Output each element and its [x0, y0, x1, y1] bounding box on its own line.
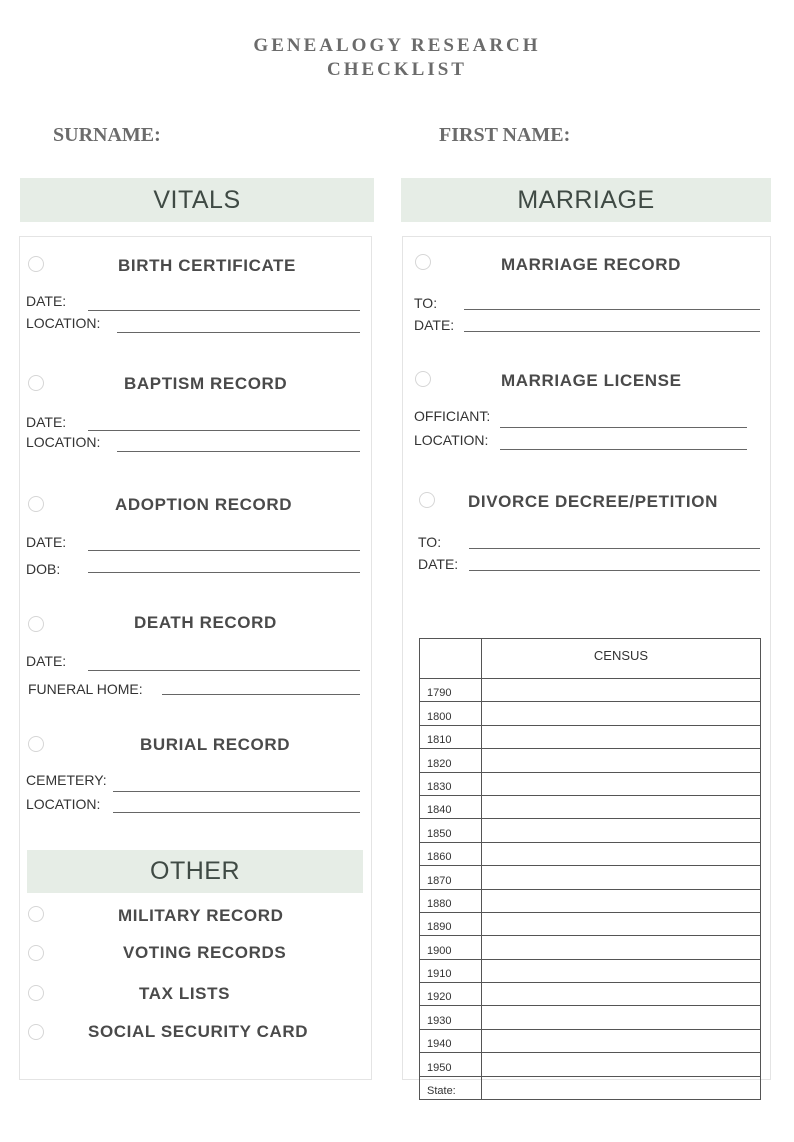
vitals-heading: VITALS [20, 178, 374, 222]
officiant-label: OFFICIANT: [414, 408, 491, 424]
cemetery-line[interactable] [113, 791, 360, 792]
adoption-date-label: DATE: [26, 534, 67, 550]
census-entry-cell[interactable] [482, 725, 761, 748]
social-security-card-title: SOCIAL SECURITY CARD [88, 1022, 309, 1041]
divorce-decree-checkbox[interactable] [419, 492, 435, 508]
census-year-label: 1940 [420, 1029, 482, 1052]
marriage-record-checkbox[interactable] [415, 254, 431, 270]
death-date-label: DATE: [26, 653, 67, 669]
death-record-title: DEATH RECORD [134, 613, 277, 632]
census-header-row [420, 639, 761, 679]
census-entry-cell[interactable] [482, 819, 761, 842]
census-year-label: 1840 [420, 795, 482, 818]
page-title-line-1: GENEALOGY RESEARCH [253, 35, 541, 56]
burial-record-checkbox[interactable] [28, 736, 44, 752]
census-year-label: 1930 [420, 1006, 482, 1029]
census-entry-cell[interactable] [482, 1053, 761, 1076]
baptism-record-checkbox[interactable] [28, 375, 44, 391]
census-entry-cell[interactable] [482, 702, 761, 725]
census-year-label: 1920 [420, 983, 482, 1006]
divorce-date-line[interactable] [469, 570, 760, 571]
census-row [420, 889, 761, 912]
census-year-label: 1900 [420, 936, 482, 959]
adoption-dob-label: DOB: [26, 561, 61, 577]
first-name-label: FIRST NAME: [439, 124, 571, 146]
census-row [420, 772, 761, 795]
census-row [420, 1053, 761, 1076]
marriage-record-title: MARRIAGE RECORD [501, 255, 681, 274]
baptism-location-label: LOCATION: [26, 434, 101, 450]
burial-location-label: LOCATION: [26, 796, 101, 812]
census-year-label: State: [420, 1076, 482, 1099]
page-title-line-2: CHECKLIST [327, 59, 467, 80]
baptism-location-line[interactable] [117, 451, 360, 452]
census-row [420, 983, 761, 1006]
birth-location-line[interactable] [117, 332, 360, 333]
burial-location-line[interactable] [113, 812, 360, 813]
census-entry-cell[interactable] [482, 983, 761, 1006]
census-year-label: 1870 [420, 866, 482, 889]
death-date-line[interactable] [88, 670, 360, 671]
surname-label: SURNAME: [53, 124, 161, 146]
burial-record-title: BURIAL RECORD [140, 735, 291, 754]
baptism-date-line[interactable] [88, 430, 360, 431]
birth-location-label: LOCATION: [26, 315, 101, 331]
divorce-to-line[interactable] [469, 548, 760, 549]
adoption-record-title: ADOPTION RECORD [115, 495, 293, 514]
adoption-date-line[interactable] [88, 550, 360, 551]
marriage-date-label: DATE: [414, 317, 455, 333]
baptism-date-label: DATE: [26, 414, 67, 430]
census-heading: CENSUS [482, 639, 761, 679]
census-entry-cell[interactable] [482, 1006, 761, 1029]
census-year-label: 1890 [420, 912, 482, 935]
tax-lists-title: TAX LISTS [139, 984, 231, 1003]
adoption-dob-line[interactable] [88, 572, 360, 573]
census-entry-cell[interactable] [482, 1076, 761, 1099]
census-year-label: 1790 [420, 679, 482, 702]
census-entry-cell[interactable] [482, 959, 761, 982]
marriage-license-checkbox[interactable] [415, 371, 431, 387]
census-row [420, 1029, 761, 1052]
divorce-date-label: DATE: [418, 556, 459, 572]
census-year-label: 1880 [420, 889, 482, 912]
birth-date-line[interactable] [88, 310, 360, 311]
census-entry-cell[interactable] [482, 889, 761, 912]
marriage-to-label: TO: [414, 295, 438, 311]
census-entry-cell[interactable] [482, 912, 761, 935]
census-row [420, 912, 761, 935]
census-year-label: 1810 [420, 725, 482, 748]
census-year-label: 1800 [420, 702, 482, 725]
birth-certificate-checkbox[interactable] [28, 256, 44, 272]
marriage-to-line[interactable] [464, 309, 760, 310]
census-year-label: 1950 [420, 1053, 482, 1076]
funeral-home-label: FUNERAL HOME: [28, 681, 143, 697]
census-year-label: 1850 [420, 819, 482, 842]
census-row [420, 679, 761, 702]
census-row [420, 842, 761, 865]
divorce-to-label: TO: [418, 534, 442, 550]
census-row [420, 819, 761, 842]
census-header-blank [420, 639, 482, 679]
census-row [420, 795, 761, 818]
license-location-label: LOCATION: [414, 432, 489, 448]
tax-lists-checkbox[interactable] [28, 985, 44, 1001]
census-table [419, 638, 761, 1100]
census-entry-cell[interactable] [482, 842, 761, 865]
census-row [420, 725, 761, 748]
marriage-date-line[interactable] [464, 331, 760, 332]
birth-date-label: DATE: [26, 293, 67, 309]
census-body [420, 679, 761, 1100]
census-entry-cell[interactable] [482, 749, 761, 772]
census-entry-cell[interactable] [482, 866, 761, 889]
census-row [420, 936, 761, 959]
other-heading: OTHER [27, 850, 363, 893]
funeral-home-line[interactable] [162, 694, 360, 695]
voting-records-title: VOTING RECORDS [123, 943, 287, 962]
license-location-line[interactable] [500, 449, 747, 450]
census-row [420, 1076, 761, 1099]
social-security-card-checkbox[interactable] [28, 1024, 44, 1040]
adoption-record-checkbox[interactable] [28, 496, 44, 512]
census-row [420, 1006, 761, 1029]
marriage-heading: MARRIAGE [401, 178, 771, 222]
census-entry-cell[interactable] [482, 795, 761, 818]
census-entry-cell[interactable] [482, 936, 761, 959]
military-record-title: MILITARY RECORD [118, 906, 284, 925]
birth-certificate-title: BIRTH CERTIFICATE [118, 256, 296, 275]
census-row [420, 749, 761, 772]
census-row [420, 959, 761, 982]
death-record-checkbox[interactable] [28, 616, 44, 632]
divorce-decree-title: DIVORCE DECREE/PETITION [468, 492, 718, 511]
census-year-label: 1860 [420, 842, 482, 865]
census-entry-cell[interactable] [482, 1029, 761, 1052]
marriage-license-title: MARRIAGE LICENSE [501, 371, 682, 390]
military-record-checkbox[interactable] [28, 906, 44, 922]
census-year-label: 1830 [420, 772, 482, 795]
census-row [420, 702, 761, 725]
census-entry-cell[interactable] [482, 772, 761, 795]
cemetery-label: CEMETERY: [26, 772, 107, 788]
census-year-label: 1820 [420, 749, 482, 772]
census-entry-cell[interactable] [482, 679, 761, 702]
baptism-record-title: BAPTISM RECORD [124, 374, 288, 393]
census-row [420, 866, 761, 889]
officiant-line[interactable] [500, 427, 747, 428]
voting-records-checkbox[interactable] [28, 945, 44, 961]
census-year-label: 1910 [420, 959, 482, 982]
